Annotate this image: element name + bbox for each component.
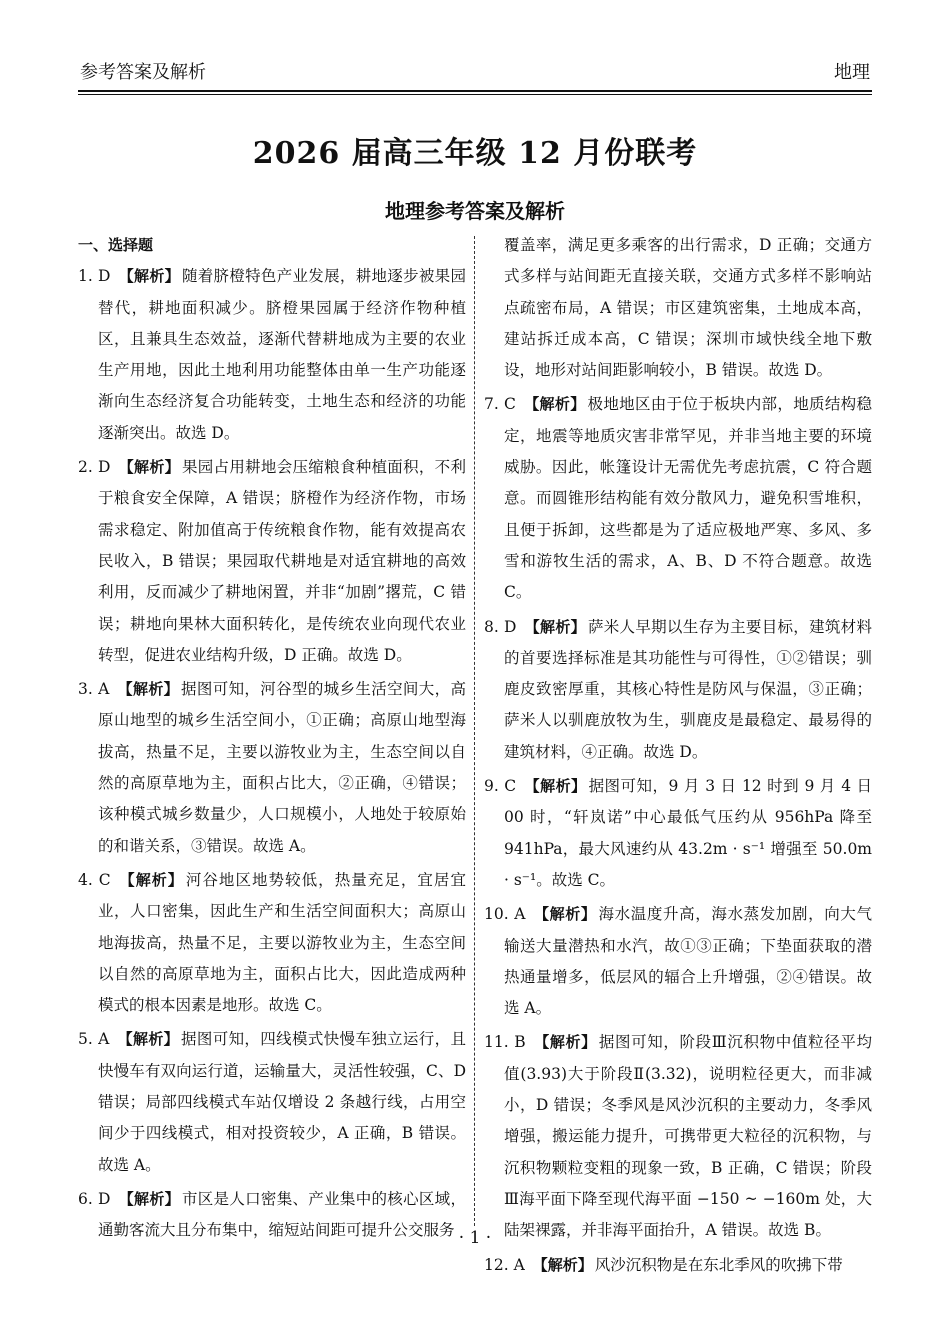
- answer-item: [78, 452, 466, 671]
- analysis-tag: 【解析】: [118, 1189, 180, 1208]
- analysis-tag: 【解析】: [118, 870, 184, 889]
- analysis-text: 萨米人早期以生存为主要目标，建筑材料的首要选择标准是其功能性与可得性，①②错误；驯鹿皮致密厚重，其核心特性是防风与保温，③正确；萨米人以驯鹿放牧为生，驯鹿皮是最稳定、最易得的建筑材料，④正确。故选 D。: [504, 617, 872, 761]
- header-right: 地理: [834, 62, 870, 83]
- header-left: 参考答案及解析: [80, 62, 206, 83]
- left-question-list: [78, 261, 466, 1246]
- answer-number: 9. C: [484, 777, 517, 796]
- answer-item: [78, 261, 466, 449]
- answer-number: 10. A: [484, 905, 526, 924]
- right-column: [484, 230, 872, 1284]
- answer-number: 6. D: [78, 1189, 111, 1208]
- answer-number: 7. C: [484, 395, 516, 414]
- analysis-tag: 【解析】: [118, 458, 180, 477]
- page-number: · 1 ·: [458, 1228, 492, 1248]
- analysis-tag: 【解析】: [532, 1255, 593, 1274]
- page-title: 2026 届高三年级 12 月份联考: [252, 136, 698, 171]
- answer-item: [484, 1250, 872, 1281]
- column-divider: [474, 236, 475, 1226]
- answer-number: 4. C: [78, 870, 111, 889]
- analysis-text: 河谷地区地势较低，热量充足，宜居宜业，人口密集，因此生产和生活空间面积大；高原山地海拔高，热量不足，主要以游牧业为主，生态空间以自然的高原草地为主，面积占比大，因此造成两种模式的根本因素是地形。故选 C。: [98, 870, 466, 1015]
- analysis-text: 极地地区由于位于板块内部，地质结构稳定，地震等地质灾害非常罕见，并非当地主要的环境威胁。因此，帐篷设计无需优先考虑抗震，C 符合题意。而圆锥形结构能有效分散风力，避免积雪堆积，且便于拆卸，这些都是为了适应极地严寒、多风、多雪和游牧生活的需求，A、B、D 不符合题意。故选 C。: [504, 395, 872, 602]
- analysis-tag: 【解析】: [117, 1030, 180, 1049]
- analysis-text: 据图可知，河谷型的城乡生活空间大，高原山地型的城乡生活空间小，①正确；高原山地型海拔高，热量不足，主要以游牧业为主，生态空间以自然的高原草地为主，面积占比大，②正确，④错误；该种模式城乡数量少，人口规模小，人地处于较原始的和谐关系，③错误。故选 A。: [98, 680, 466, 855]
- answer-item: [78, 865, 466, 1021]
- analysis-tag: 【解析】: [524, 777, 587, 796]
- analysis-tag: 【解析】: [118, 267, 180, 286]
- left-column: [78, 230, 466, 1250]
- analysis-text: 据图可知，9 月 3 日 12 时到 9 月 4 日 00 时，“轩岚诺”中心最低气压约从 956hPa 降至 941hPa，最大风速约从 43.2m · s⁻¹ 增强至 50.0m · s⁻¹。故选 C。: [504, 777, 872, 889]
- answer-number: 11. B: [484, 1033, 526, 1052]
- answer-item: [484, 612, 872, 768]
- answer-item: [78, 674, 466, 862]
- analysis-text: 据图可知，阶段Ⅲ沉积物中值粒径平均值(3.93)大于阶段Ⅱ(3.32)，说明粒径更大，而非减小，D 错误；冬季风是风沙沉积的主要动力，冬季风增强，搬运能力提升，可携带更大粒径的沉积物，与沉积物颗粒变粗的现象一致，B 正确，C 错误；阶段Ⅲ海平面下降至现代海平面 −150 ~ −160m 处，大陆架裸露，并非海平面抬升，A 错误。故选 B。: [504, 1033, 872, 1240]
- analysis-text: 市区是人口密集、产业集中的核心区域，通勤客流大且分布集中，缩短站间距可提升公交服务: [98, 1189, 466, 1240]
- analysis-text: 海水温度升高，海水蒸发加剧，向大气输送大量潜热和水汽，故①③正确；下垫面获取的潜热通量增多，低层风的辐合上升增强，②④错误。故选 A。: [504, 905, 872, 1018]
- answer-item: [484, 1027, 872, 1246]
- analysis-text: 随着脐橙特色产业发展，耕地逐步被果园替代，耕地面积减少。脐橙果园属于经济作物种植区，且兼具生态效益，逐渐代替耕地成为主要的农业生产用地，因此土地利用功能整体由单一生产功能逐渐向生态经济复合功能转变，土地生态和经济的功能逐渐突出。故选 D。: [98, 267, 466, 442]
- answer-number: 3. A: [78, 680, 110, 699]
- analysis-text: 果园占用耕地会压缩粮食种植面积，不利于粮食安全保障，A 错误；脐橙作为经济作物，市场需求稳定、附加值高于传统粮食作物，能有效提高农民收入，B 错误；果园取代耕地是对适宜耕地的高效利用，反而减少了耕地闲置，并非“加剧”撂荒，C 错误；耕地向果林大面积转化，是传统农业向现代农业转型，促进农业结构升级，D 正确。故选 D。: [98, 458, 466, 664]
- right-question-list: [484, 389, 872, 1280]
- analysis-text: 风沙沉积物是在东北季风的吹拂下带: [594, 1255, 843, 1274]
- header-rule: [78, 90, 872, 92]
- answer-number: 8. D: [484, 617, 517, 636]
- analysis-tag: 【解析】: [533, 1033, 597, 1052]
- answer-number: 2. D: [78, 458, 111, 477]
- analysis-tag: 【解析】: [524, 617, 586, 636]
- answer-number: 5. A: [78, 1030, 110, 1049]
- analysis-text: 据图可知，四线模式快慢车独立运行，且快慢车有双向运行道，运输量大，灵活性较强，C、D 错误；局部四线模式车站仅增设 2 条越行线，占用空间少于四线模式，相对投资较少，A 正确，B 错误。故选 A。: [98, 1030, 466, 1174]
- answer-number: 1. D: [78, 267, 111, 286]
- header-rule-thin: [78, 94, 872, 95]
- answer-item: [484, 389, 872, 608]
- analysis-tag: 【解析】: [533, 905, 597, 924]
- answer-item: [78, 1024, 466, 1180]
- analysis-tag: 【解析】: [117, 680, 180, 699]
- q6-continuation: 覆盖率，满足更多乘客的出行需求，D 正确；交通方式多样与站间距无直接关联，交通方式多样不影响站点疏密布局，A 错误；市区建筑密集，土地成本高，建站拆迁成本高，C 错误；深圳市域快线全地下敷设，地形对站间距影响较小，B 错误。故选 D。: [504, 236, 872, 380]
- answer-item: [484, 899, 872, 1024]
- answer-number: 12. A: [484, 1255, 525, 1274]
- answer-item: [484, 771, 872, 896]
- page-subtitle: 地理参考答案及解析: [385, 199, 565, 223]
- analysis-tag: 【解析】: [523, 395, 586, 414]
- section-title: 一、选择题: [78, 236, 154, 254]
